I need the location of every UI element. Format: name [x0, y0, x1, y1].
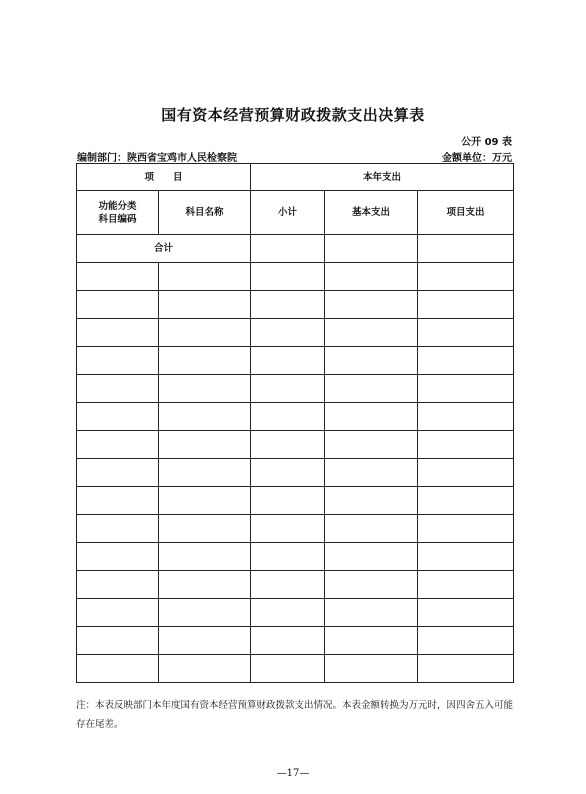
table-cell	[418, 515, 514, 543]
total-row	[77, 235, 514, 263]
header-function-code-line1: 功能分类	[98, 200, 137, 212]
table-cell	[418, 291, 514, 319]
table-row	[77, 599, 514, 627]
table-cell	[251, 319, 325, 347]
table-cell	[159, 459, 251, 487]
table-cell	[159, 431, 251, 459]
table-cell	[325, 543, 418, 571]
table-row	[77, 263, 514, 291]
table-row	[77, 403, 514, 431]
total-project	[418, 235, 514, 263]
table-cell	[77, 599, 159, 627]
table-cell	[251, 487, 325, 515]
table-cell	[159, 291, 251, 319]
total-basic	[325, 235, 418, 263]
table-cell	[251, 291, 325, 319]
table-cell	[77, 571, 159, 599]
table-cell	[251, 347, 325, 375]
header-project: 项 目	[77, 164, 251, 191]
table-cell	[77, 487, 159, 515]
table-cell	[251, 543, 325, 571]
table-cell	[251, 571, 325, 599]
table-cell	[77, 459, 159, 487]
table-cell	[325, 403, 418, 431]
table-cell	[325, 263, 418, 291]
table-row	[77, 375, 514, 403]
total-subtotal	[251, 235, 325, 263]
header-row-2	[77, 191, 514, 235]
page-number: —17—	[276, 768, 310, 779]
table-cell	[418, 403, 514, 431]
table-cell	[418, 543, 514, 571]
table-row	[77, 459, 514, 487]
table-cell	[418, 627, 514, 655]
table-row	[77, 291, 514, 319]
table-cell	[418, 655, 514, 683]
table-cell	[418, 571, 514, 599]
table-row	[77, 431, 514, 459]
table-cell	[251, 375, 325, 403]
table-cell	[77, 655, 159, 683]
table-cell	[77, 431, 159, 459]
table-cell	[325, 291, 418, 319]
table-cell	[325, 599, 418, 627]
header-project-expenditure: 项目支出	[418, 191, 514, 235]
table-row	[77, 655, 514, 683]
table-cell	[251, 515, 325, 543]
table-cell	[251, 655, 325, 683]
table-row	[77, 543, 514, 571]
table-cell	[77, 375, 159, 403]
table-cell	[251, 431, 325, 459]
table-cell	[251, 403, 325, 431]
table-cell	[77, 403, 159, 431]
header-basic: 基本支出	[325, 191, 418, 235]
header-subject-name: 科目名称	[159, 191, 251, 235]
table-cell	[251, 599, 325, 627]
table-cell	[325, 487, 418, 515]
table-cell	[77, 319, 159, 347]
table-cell	[418, 263, 514, 291]
table-cell	[325, 431, 418, 459]
table-cell	[159, 655, 251, 683]
table-cell	[418, 375, 514, 403]
table-row	[77, 627, 514, 655]
footnote: 注：本表反映部门本年度国有资本经营预算财政拨款支出情况。本表金额转换为万元时，因四舍五入可能存在尾差。	[76, 700, 514, 730]
table-cell	[77, 543, 159, 571]
table-cell	[159, 319, 251, 347]
table-cell	[77, 515, 159, 543]
page-title: 国有资本经营预算财政拨款支出决算表	[161, 106, 425, 124]
header-function-code-line2: 科目编码	[98, 213, 137, 225]
table-row	[77, 487, 514, 515]
table-cell	[159, 571, 251, 599]
table-cell	[159, 487, 251, 515]
table-cell	[159, 263, 251, 291]
header-subtotal: 小计	[251, 191, 325, 235]
department-label: 编制部门：陕西省宝鸡市人民检察院	[77, 153, 237, 164]
table-cell	[418, 599, 514, 627]
header-row-1	[77, 164, 514, 191]
table-row	[77, 571, 514, 599]
table-row	[77, 515, 514, 543]
total-label: 合计	[77, 235, 251, 263]
table-cell	[325, 515, 418, 543]
unit-label: 金额单位：万元	[442, 153, 512, 164]
table-cell	[77, 347, 159, 375]
table-cell	[325, 347, 418, 375]
table-cell	[325, 571, 418, 599]
table-cell	[159, 375, 251, 403]
table-cell	[325, 459, 418, 487]
table-cell	[77, 263, 159, 291]
table-cell	[418, 347, 514, 375]
table-cell	[325, 375, 418, 403]
table-cell	[159, 515, 251, 543]
table-cell	[325, 655, 418, 683]
table-cell	[159, 543, 251, 571]
table-row	[77, 347, 514, 375]
table-cell	[251, 263, 325, 291]
header-function-code	[77, 191, 159, 235]
table-cell	[159, 347, 251, 375]
table-cell	[77, 627, 159, 655]
table-cell	[251, 459, 325, 487]
table-cell	[325, 319, 418, 347]
table-cell	[159, 627, 251, 655]
table-cell	[418, 487, 514, 515]
header-current-year: 本年支出	[251, 164, 514, 191]
table-row	[77, 319, 514, 347]
expenditure-table	[76, 163, 514, 683]
table-cell	[159, 599, 251, 627]
table-code: 公开 09 表	[461, 137, 512, 148]
table-cell	[251, 627, 325, 655]
table-cell	[77, 291, 159, 319]
table-cell	[418, 319, 514, 347]
table-cell	[159, 403, 251, 431]
table-cell	[418, 459, 514, 487]
table-cell	[418, 431, 514, 459]
table-cell	[325, 627, 418, 655]
